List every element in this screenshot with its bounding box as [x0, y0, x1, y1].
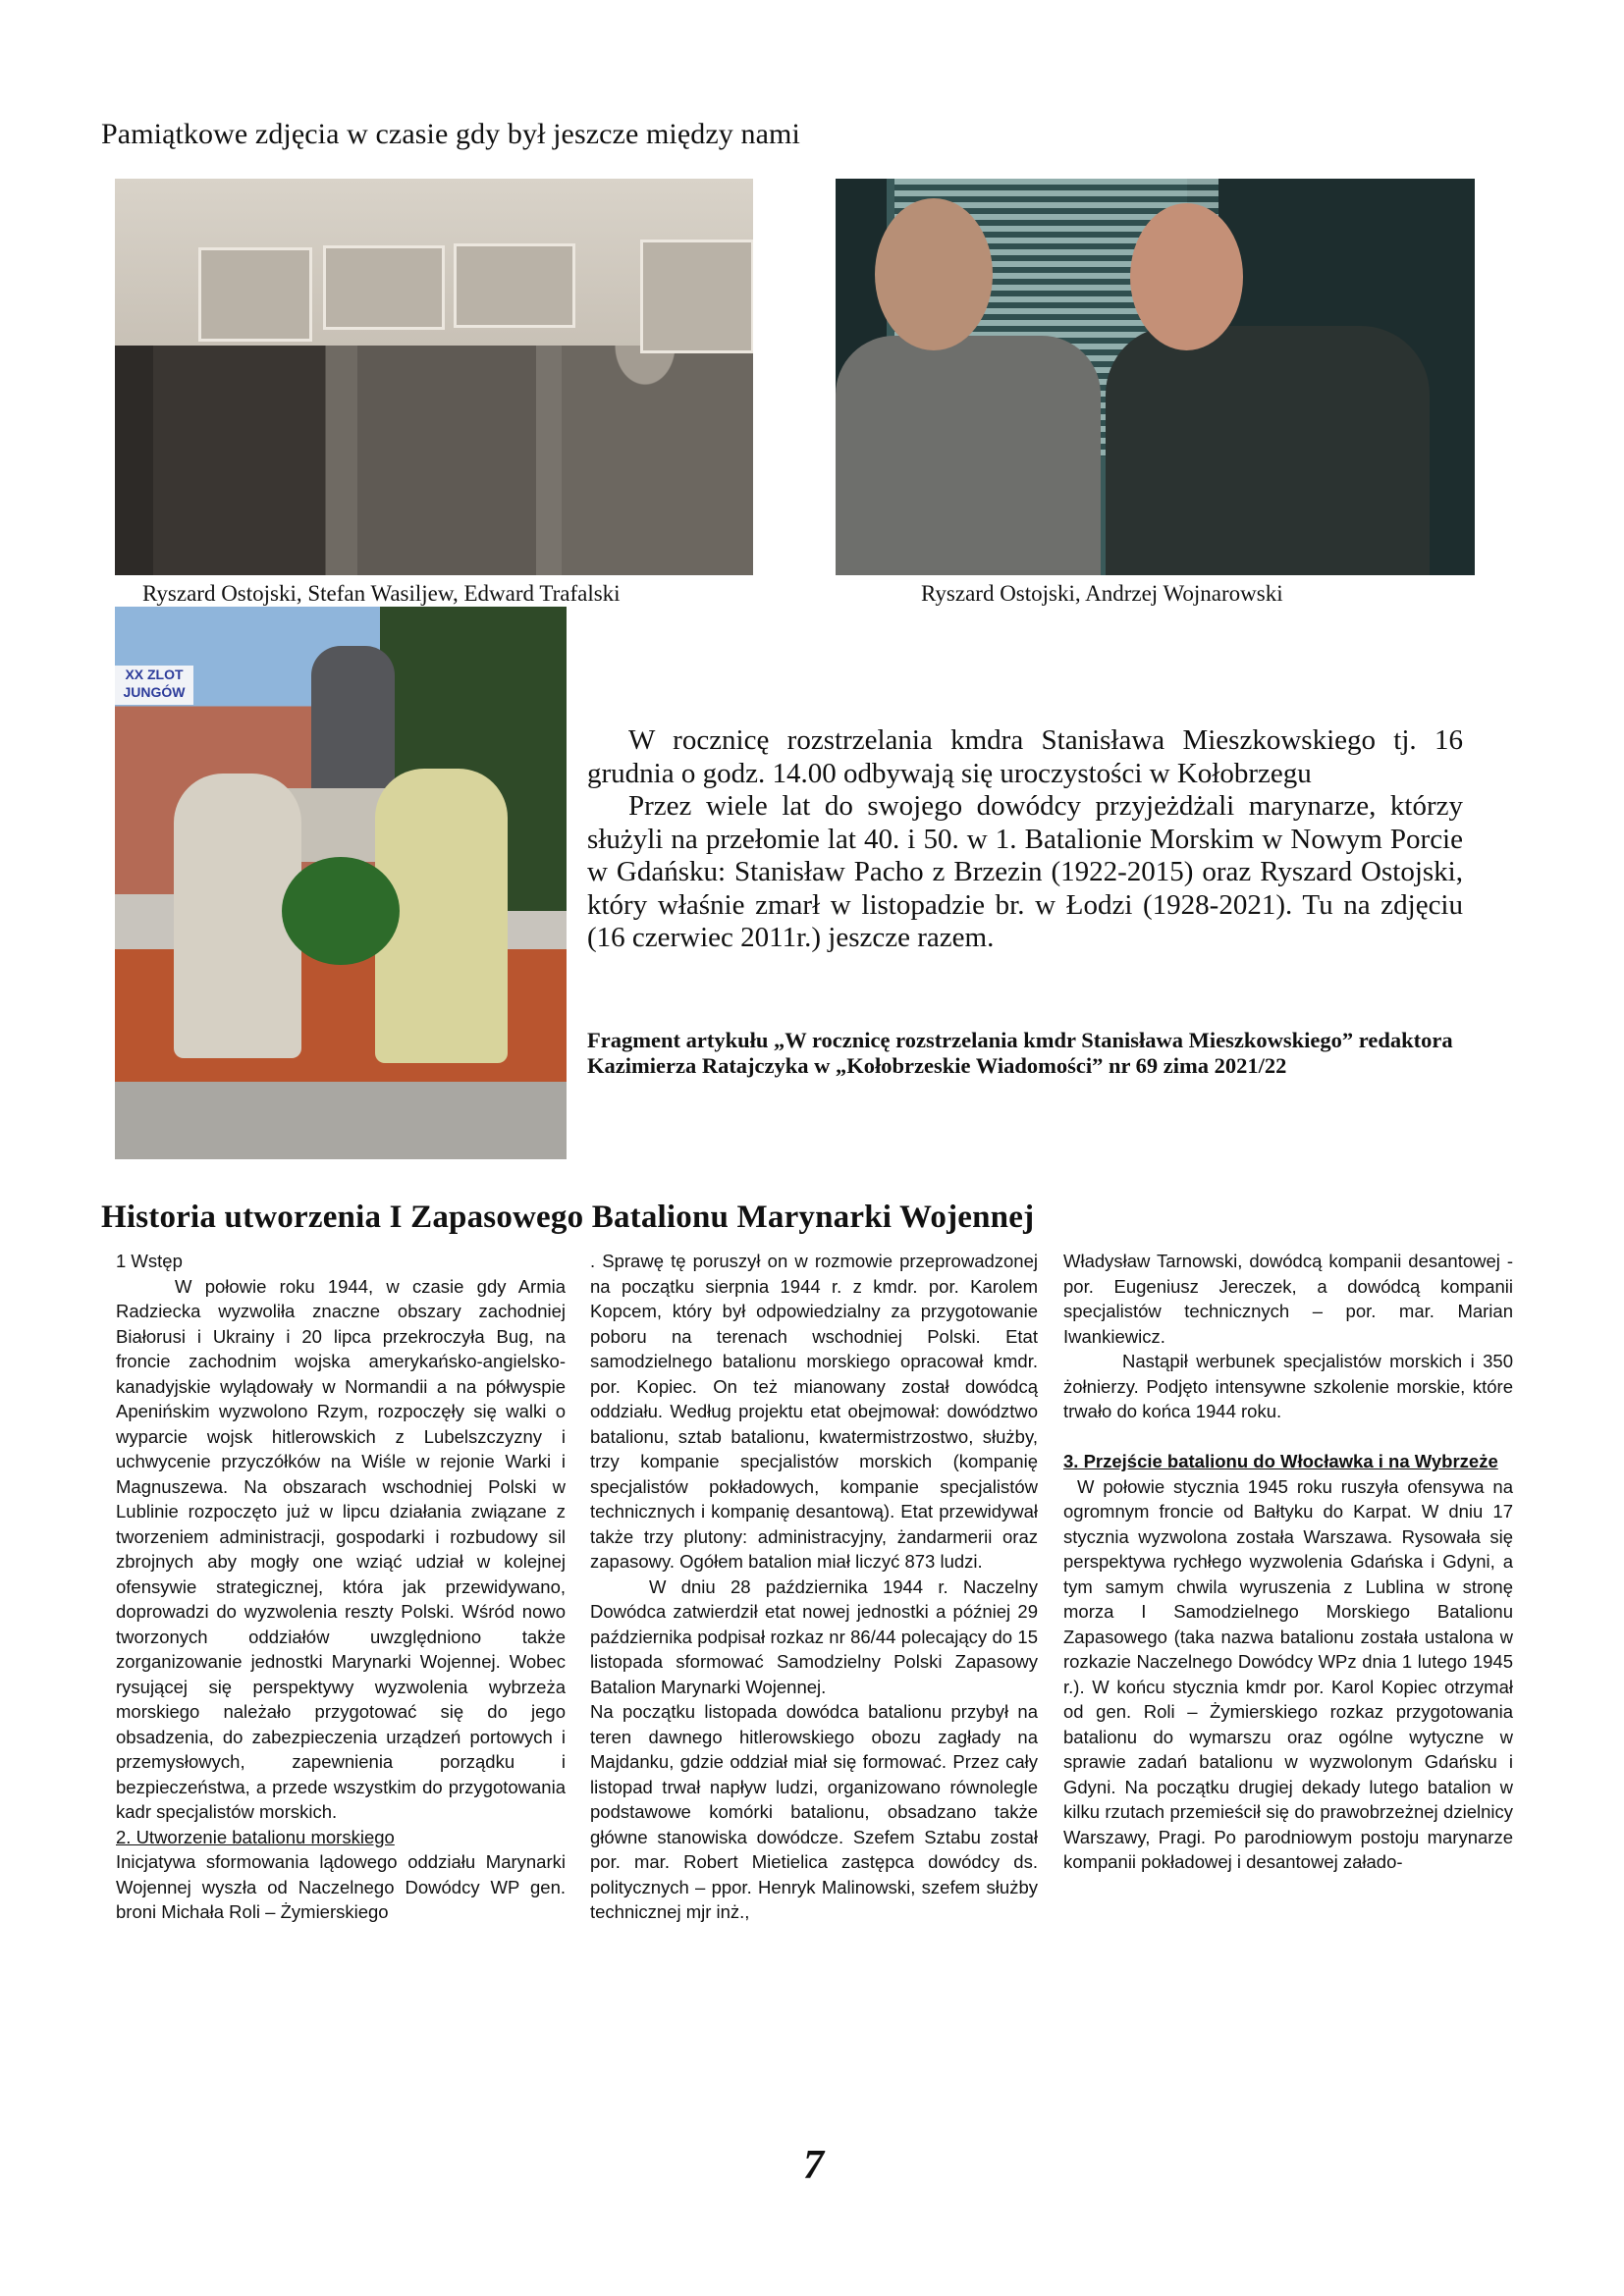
exhibition-photo [454, 243, 575, 328]
photo-caption-1: Ryszard Ostojski, Stefan Wasiljew, Edward Trafalski [142, 581, 621, 606]
wreath [282, 857, 400, 965]
exhibition-photo [198, 247, 312, 342]
memorial-text [587, 724, 1463, 955]
article-paragraph: Nastąpił werbunek specjalistów morskich i 350 żołnierzy. Podjęto intensywne szkolenie morskie, które trwało do końca 1944 roku. [1063, 1351, 1513, 1421]
exhibition-photo [323, 245, 445, 330]
spacer [1063, 1424, 1513, 1450]
article-column-2 [590, 1249, 1038, 1925]
article-column-3 [1063, 1249, 1513, 1875]
article-paragraph: W połowie stycznia 1945 roku ruszyła ofensywa na ogromnym froncie od Bałtyku do Karpat. W dniu 17 stycznia wyzwolona została Warszawa. Rysowała się perspektywa rychłego wyzwolenia Gdańska i Gdyni, a tym samym chwila wyruszenia z Lublina w stronę morza I Samodzielnego Morskiego Batalionu Zapasowego (taka nazwa batalionu została ustalona w rozkazie Naczelnego Dowódcy WPz dnia 1 lutego 1945 r.). W końcu stycznia kmdr por. Karol Kopiec otrzymał od gen. Roli – Żymierskiego rozkaz przygotowania batalionu do wymarszu oraz ogólne wytyczne w sprawie zadań batalionu w wyzwolonym Gdańsku i Gdyni. Na początku drugiej dekady lutego batalion w kilku rzutach przemieścił się do prawobrzeżnej dzielnicy Warszawy, Pragi. Po parodniowym postoju marynarze kompanii pokładowej i desantowej załado- [1063, 1475, 1513, 1872]
person-right-head [1130, 203, 1243, 350]
photo-three-men [115, 179, 753, 575]
person-right [1106, 326, 1430, 575]
person-left-head [875, 198, 993, 350]
page-number: 7 [803, 2143, 824, 2188]
intro-heading: Pamiątkowe zdjęcia w czasie gdy był jeszcze między nami [101, 118, 800, 150]
section-heading: 1 Wstęp [116, 1251, 183, 1271]
article-paragraph: Na początku listopada dowódca batalionu przybył na teren dawnego hitlerowskiego obozu zagłady na Majdanku, gdzie oddział miał się formować. Przez cały listopad trwał napływ ludzi, organizowano równolegle podstawowe komórki batalionu, obsadzano także główne stanowiska dowódcze. Szefem Sztabu został por. mar. Robert Mietielica zastępca dowódcy ds. politycznych – ppor. Henryk Malinowski, szefem służby technicznej mjr inż., [590, 1701, 1038, 1922]
memorial-paragraph: W rocznicę rozstrzelania kmdra Stanisława Mieszkowskiego tj. 16 grudnia o godz. 14.00 odbywają się uroczystości w Kołobrzegu [587, 724, 1463, 789]
memorial-paragraph: Przez wiele lat do swojego dowódcy przyjeżdżali marynarze, którzy służyli na przełomie lat 40. i 50. w 1. Batalionie Morskim w Nowym Porcie w Gdańsku: Stanisław Pacho z Brzezin (1922-2015) oraz Ryszard Ostojski, który właśnie zmarł w listopadzie br. w Łodzi (1928-2021). Tu na zdjęciu (16 czerwiec 2011r.) jeszcze razem. [587, 790, 1463, 953]
article-title: Historia utworzenia I Zapasowego Batalionu Marynarki Wojennej [101, 1200, 1035, 1235]
banner-sign: XX ZLOT JUNGÓW [115, 666, 193, 705]
article-column-1 [116, 1249, 566, 1925]
photo-caption-2: Ryszard Ostojski, Andrzej Wojnarowski [921, 581, 1283, 606]
article-paragraph: W dniu 28 października 1944 r. Naczelny Dowódca zatwierdził etat nowej jednostki a później 29 października podpisał rozkaz nr 86/44 polecający do 15 listopada sformować Samodzielny Polski Zapasowy Batalion Marynarki Wojennej. [590, 1575, 1038, 1697]
statue [311, 646, 395, 793]
section-heading: 2. Utworzenie batalionu morskiego [116, 1826, 395, 1847]
section-heading: 3. Przejście batalionu do Włocławka i na Wybrzeże [1063, 1451, 1498, 1471]
article-paragraph: . Sprawę tę poruszył on w rozmowie przeprowadzonej na początku sierpnia 1944 r. z kmdr. por. Karolem Kopcem, który był odpowiedzialny za przygotowanie poboru na terenach wschodniej Polski. Etat samodzielnego batalionu morskiego opracował kmdr. por. Kopiec. On też mianowany został dowódcą oddziału. Według projektu etat obejmował: dowództwo batalionu, sztab batalionu, kwatermistrzostwo, służby, trzy kompanie specjalistów morskich (kompanię specjalistów pokładowych, kompanie specjalistów technicznych i kompanię desantową). Etat przewidywał także trzy plutony: administracyjny, żandarmerii oraz zapasowy. Ogółem batalion miał liczyć 873 ludzi. [590, 1251, 1038, 1572]
person-left [836, 336, 1101, 575]
source-note: Fragment artykułu „W rocznicę rozstrzelania kmdr Stanisława Mieszkowskiego” redaktora Kazimierza Ratajczyka w „Kołobrzeskie Wiadomości” nr 69 zima 2021/22 [587, 1028, 1453, 1078]
article-paragraph: W połowie roku 1944, w czasie gdy Armia Radziecka wyzwoliła znaczne obszary zachodniej Białorusi i Ukrainy i 20 lipca przekroczyła Bug, na froncie zachodnim wojska amerykańsko-angielsko-kanadyjskie wylądowały w Normandii a na półwyspie Apenińskim wyzwolono Rzym, rozpoczęły się walki o wyparcie wojsk hitlerowskich z Lubelszczyzny i uchwycenie przyczółków na Wiśle w rejonie Warki i Magnuszewa. Na obszarach wschodniej Polski w Lublinie rozpoczęto już w lipcu działania związane z tworzeniem administracji, gospodarki i rozbudowy sil zbrojnych aby mogły one wziąć udział w kolejnej ofensywie strategicznej, która jak przewidywano, doprowadzi do wyzwolenia reszty Polski. Wśród nowo tworzonych oddziałów uwzględniono także zorganizowanie jednostki Marynarki Wojennej. Wobec rysującej się perspektywy wyzwolenia wybrzeża morskiego należało przygotować się do jego obsadzenia, do zabezpieczenia urządzeń portowych i przemysłowych, zapewnienia porządku i bezpieczeństwa, a przede wszystkim do przygotowania kadr specjalistów morskich. [116, 1275, 566, 1822]
photo-monument [115, 607, 567, 1159]
article-paragraph: Władysław Tarnowski, dowódcą kompanii desantowej - por. Eugeniusz Jereczek, a dowódcą kompanii specjalistów technicznych – por. mar. Marian Iwankiewicz. [1063, 1251, 1513, 1347]
article-paragraph: Inicjatywa sformowania lądowego oddziału Marynarki Wojennej wyszła od Naczelnego Dowódcy WP gen. broni Michała Roli – Żymierskiego [116, 1851, 566, 1922]
exhibition-photo [640, 240, 753, 353]
photo-two-men [836, 179, 1475, 575]
